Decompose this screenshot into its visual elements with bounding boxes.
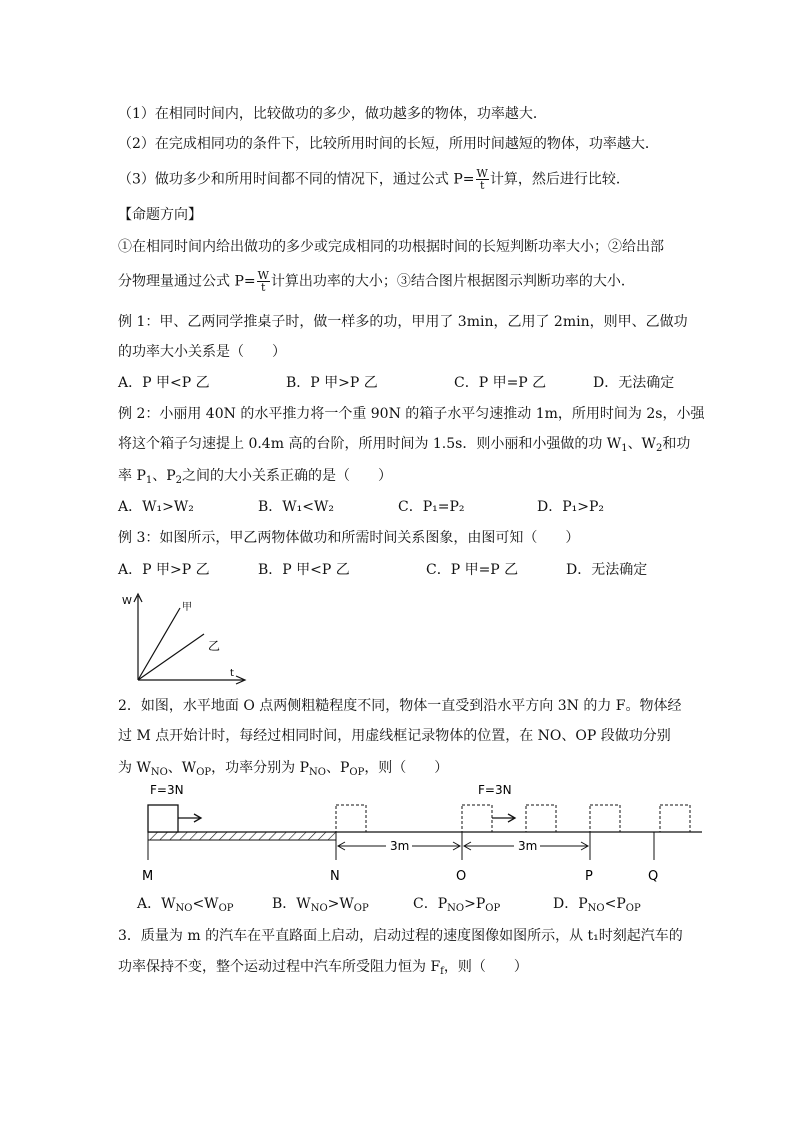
- example3-option-d: D．无法确定: [566, 562, 648, 578]
- q2-option-b: B．$W_{NO}>W_{OP}$: [272, 896, 369, 914]
- direction-line-1: ①在相同时间内给出做功的多少或完成相同的功根据时间的长短判断功率大小；②给出部: [118, 239, 664, 255]
- example3-option-c: C．P 甲=P 乙: [426, 562, 519, 578]
- example2-line-3: [118, 466, 392, 491]
- example1-option-a: A．P 甲<P 乙: [118, 375, 210, 391]
- direction-line-2-pre: 分物理量通过公式 P=: [118, 273, 256, 290]
- example3-option-a: A．P 甲>P 乙: [118, 562, 210, 578]
- fraction-denominator: t: [261, 281, 266, 294]
- subscript: 2: [175, 475, 183, 486]
- power-formula-fraction: [257, 270, 270, 293]
- example1-line-2: 的功率大小关系是（ ）: [118, 344, 286, 360]
- work-time-graph: [114, 590, 254, 690]
- force-label-1: F=3N: [150, 783, 184, 797]
- line-jia: [138, 608, 180, 680]
- q2-line-2: 过 M 点开始计时，每经过相同时间，用虚线框记录物体的位置，在 NO、OP 段做功分别: [118, 728, 671, 744]
- text-run: 之间的大小关系正确的是（ ）: [182, 468, 393, 484]
- direction-line-2: [118, 270, 635, 293]
- q2-option-a: A．$W_{NO}<W_{OP}$: [137, 896, 234, 914]
- fraction-denominator: t: [479, 179, 485, 192]
- q2-option-d: D．$P_{NO}<P_{OP}$: [553, 896, 641, 914]
- block-solid: [148, 805, 178, 832]
- text-run: 和功: [662, 436, 691, 452]
- q3-line-1: 3．质量为 m 的汽车在平直路面上启动，启动过程的速度图像如图所示，从 t₁时刻起汽车的: [118, 928, 683, 944]
- point-label-o: O: [456, 869, 467, 884]
- q2-line-3-text: 为 $W_{NO}$、$W_{OP}$，功率分别为 $P_{NO}$、$P_{OP}$，则（ ）: [118, 760, 449, 778]
- fraction-numerator: W: [476, 167, 488, 180]
- motion-diagram: [140, 780, 710, 890]
- dashed-box-n: [336, 805, 366, 832]
- point-label-m: M: [142, 869, 154, 884]
- example2-option-b: B．W₁<W₂: [258, 499, 335, 515]
- example2-line-2: [118, 434, 690, 459]
- power-formula-fraction: [476, 168, 489, 191]
- example2-line-1: 例 2：小丽用 40N 的水平推力将一个重 90N 的箱子水平匀速推动 1m，所用时间为 2s，小强: [118, 406, 705, 422]
- text-run: 、W: [627, 436, 656, 452]
- example2-option-c: C．P₁=P₂: [398, 499, 465, 515]
- distance-label-no: 3m: [390, 839, 410, 853]
- q2-line-1: 2．如图，水平地面 O 点两侧粗糙程度不同，物体一直受到沿水平方向 3N 的力 F。物体经: [118, 698, 682, 714]
- example1-line-1: 例 1：甲、乙两同学推桌子时，做一样多的功，甲用了 3min，乙用了 2min，则甲、乙做功: [118, 314, 688, 330]
- example1-option-c: C．P 甲=P 乙: [454, 375, 547, 391]
- example3-option-b: B．P 甲<P 乙: [258, 562, 350, 578]
- method-line-3: [118, 168, 630, 191]
- text-run: 、P: [152, 468, 176, 484]
- direction-heading: 【命题方向】: [118, 207, 202, 223]
- subscript: 1: [621, 443, 628, 454]
- graph-x-label: t: [230, 668, 234, 679]
- method-line-3-post: 计算，然后进行比较．: [489, 171, 630, 188]
- graph-line2-label: 乙: [208, 639, 221, 653]
- method-line-2: （2）在完成相同功的条件下，比较所用时间的长短，所用时间越短的物体，功率越大．: [118, 136, 659, 152]
- dashed-box-o: [462, 805, 492, 832]
- subscript: 2: [655, 443, 663, 454]
- example2-option-d: D．P₁>P₂: [537, 499, 605, 515]
- subscript: 1: [145, 475, 153, 486]
- graph-line1-label: 甲: [182, 602, 192, 613]
- q3-line-2: 功率保持不变，整个运动过程中汽车所受阻力恒为 $F_f$，则（ ）: [118, 959, 528, 977]
- rough-surface: [148, 832, 336, 840]
- point-label-n: N: [330, 869, 340, 884]
- example1-option-d: D．无法确定: [593, 375, 675, 391]
- method-line-3-pre: （3）做功多少和所用时间都不同的情况下，通过公式 P=: [118, 171, 475, 188]
- example2-option-a: A．W₁>W₂: [118, 499, 194, 515]
- direction-line-2-post: 计算出功率的大小；③结合图片根据图示判断功率的大小．: [270, 273, 635, 290]
- point-label-p: P: [585, 869, 593, 884]
- fraction-numerator: W: [257, 269, 269, 282]
- dashed-box-p: [590, 805, 620, 832]
- example3-line-1: 例 3：如图所示，甲乙两物体做功和所需时间关系图象，由图可知（ ）: [118, 530, 580, 546]
- graph-y-label: W: [122, 596, 132, 607]
- distance-label-op: 3m: [518, 839, 538, 853]
- q2-option-c: C．$P_{NO}>P_{OP}$: [413, 896, 501, 914]
- dashed-box-2: [526, 805, 556, 832]
- example1-option-b: B．P 甲>P 乙: [286, 375, 378, 391]
- dashed-box-q: [660, 805, 690, 832]
- method-line-1: （1）在相同时间内，比较做功的多少，做功越多的物体，功率越大．: [118, 106, 547, 122]
- text-run: 将这个箱子匀速提上 0.4m 高的台阶，所用时间为 1.5s．则小丽和小强做的功 W: [118, 436, 622, 452]
- line-yi: [138, 634, 204, 680]
- force-label-2: F=3N: [478, 783, 512, 797]
- point-label-q: Q: [648, 869, 659, 884]
- text-run: 率 P: [118, 468, 146, 484]
